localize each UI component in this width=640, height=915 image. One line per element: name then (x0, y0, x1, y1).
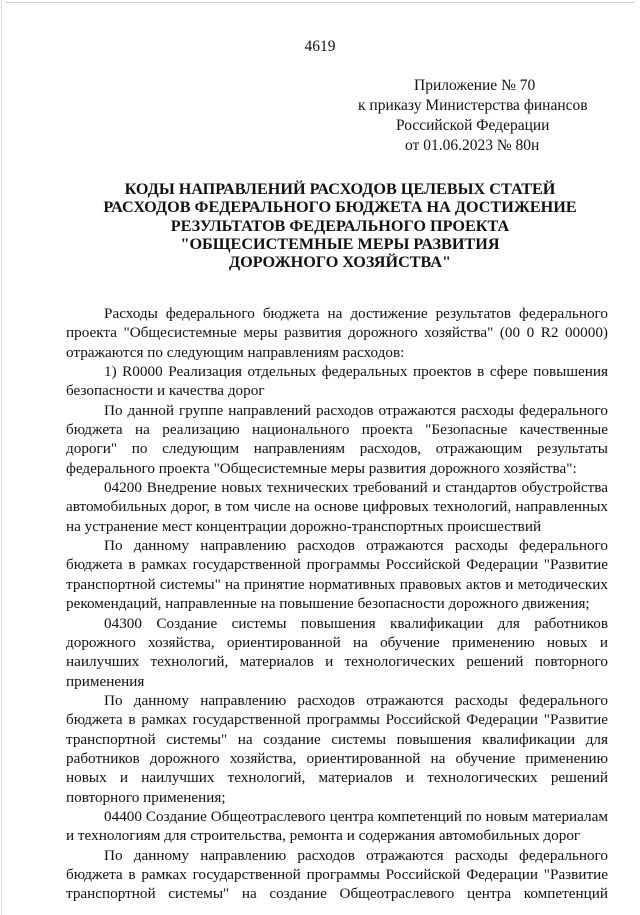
body-paragraph: 04200 Внедрение новых технических требований и стандартов обустройства автомобильных дорог, в том числе на основе цифровых технологий, направленных на устранение мест концентрации дорожно-транспортных происшествий (66, 479, 608, 535)
title-line: РАСХОДОВ ФЕДЕРАЛЬНОГО БЮДЖЕТА НА ДОСТИЖЕНИЕ (103, 198, 577, 217)
title-line: РЕЗУЛЬТАТОВ ФЕДЕРАЛЬНОГО ПРОЕКТА (170, 216, 510, 235)
document-title (70, 180, 610, 271)
scan-edge-left (1, 0, 2, 915)
title-line: ДОРОЖНОГО ХОЗЯЙСТВА" (228, 253, 452, 272)
body-paragraph: По данному направлению расходов отражаются расходы федерального бюджета в рамках государственной программы Российской Федерации "Развитие транспортной системы" на создание системы повышения квалификации для работников дорожного хозяйства, ориентированной на обучение применению новых и наилучших технологий, материалов и технологических решений повторного применения; (66, 691, 608, 806)
body-paragraph: По данному направлению расходов отражаются расходы федерального бюджета в рамках государственной программы Российской Федерации "Развитие транспортной системы" на принятие нормативных правовых актов и методических рекомендаций, направленные на повышение безопасности дорожного движения; (66, 537, 608, 613)
title-line: КОДЫ НАПРАВЛЕНИЙ РАСХОДОВ ЦЕЛЕВЫХ СТАТЕЙ (124, 180, 556, 198)
body-paragraph: 1) R0000 Реализация отдельных федеральных проектов в сфере повышения безопасности и качества дорог (66, 363, 608, 400)
body-paragraph: По данной группе направлений расходов отражаются расходы федерального бюджета на реализацию национального проекта "Безопасные качественные дороги" по следующим направлениям расходов, отражающим результаты федерального проекта "Общесистемные меры развития дорожного хозяйства": (66, 401, 608, 477)
title-line: "ОБЩЕСИСТЕМНЫЕ МЕРЫ РАЗВИТИЯ (180, 234, 500, 253)
body-paragraph: 04300 Создание системы повышения квалификации для работников дорожного хозяйства, ориентированной на обучение применению новых и наилучших технологий, материалов и технологических решений повторного применения (66, 614, 608, 690)
body-paragraph: 04400 Создание Общеотраслевого центра компетенций по новым материалам и технологиям для строительства, ремонта и содержания автомобильных дорог (66, 807, 608, 845)
scan-edge-top (6, 2, 634, 3)
appendix-number: Приложение № 70 (414, 77, 536, 94)
body-paragraph: По данному направлению расходов отражаются расходы федерального бюджета в рамках государственной программы Российской Федерации "Развитие транспортной системы" на создание Общеотраслевого центра компетенций (66, 846, 608, 903)
appendix-order-date: от 01.06.2023 № 80н (405, 137, 540, 154)
body-paragraph: Расходы федерального бюджета на достижение результатов федерального проекта "Общесистемные меры развития дорожного хозяйства" (00 0 R2 00000) отражаются по следующим направлениям расходов: (66, 305, 608, 361)
appendix-header (358, 76, 608, 156)
appendix-order-reference: к приказу Министерства финансов (358, 97, 588, 114)
appendix-issuer: Российской Федерации (396, 117, 550, 134)
document-body (66, 304, 608, 904)
page-number: 4619 (304, 38, 336, 55)
